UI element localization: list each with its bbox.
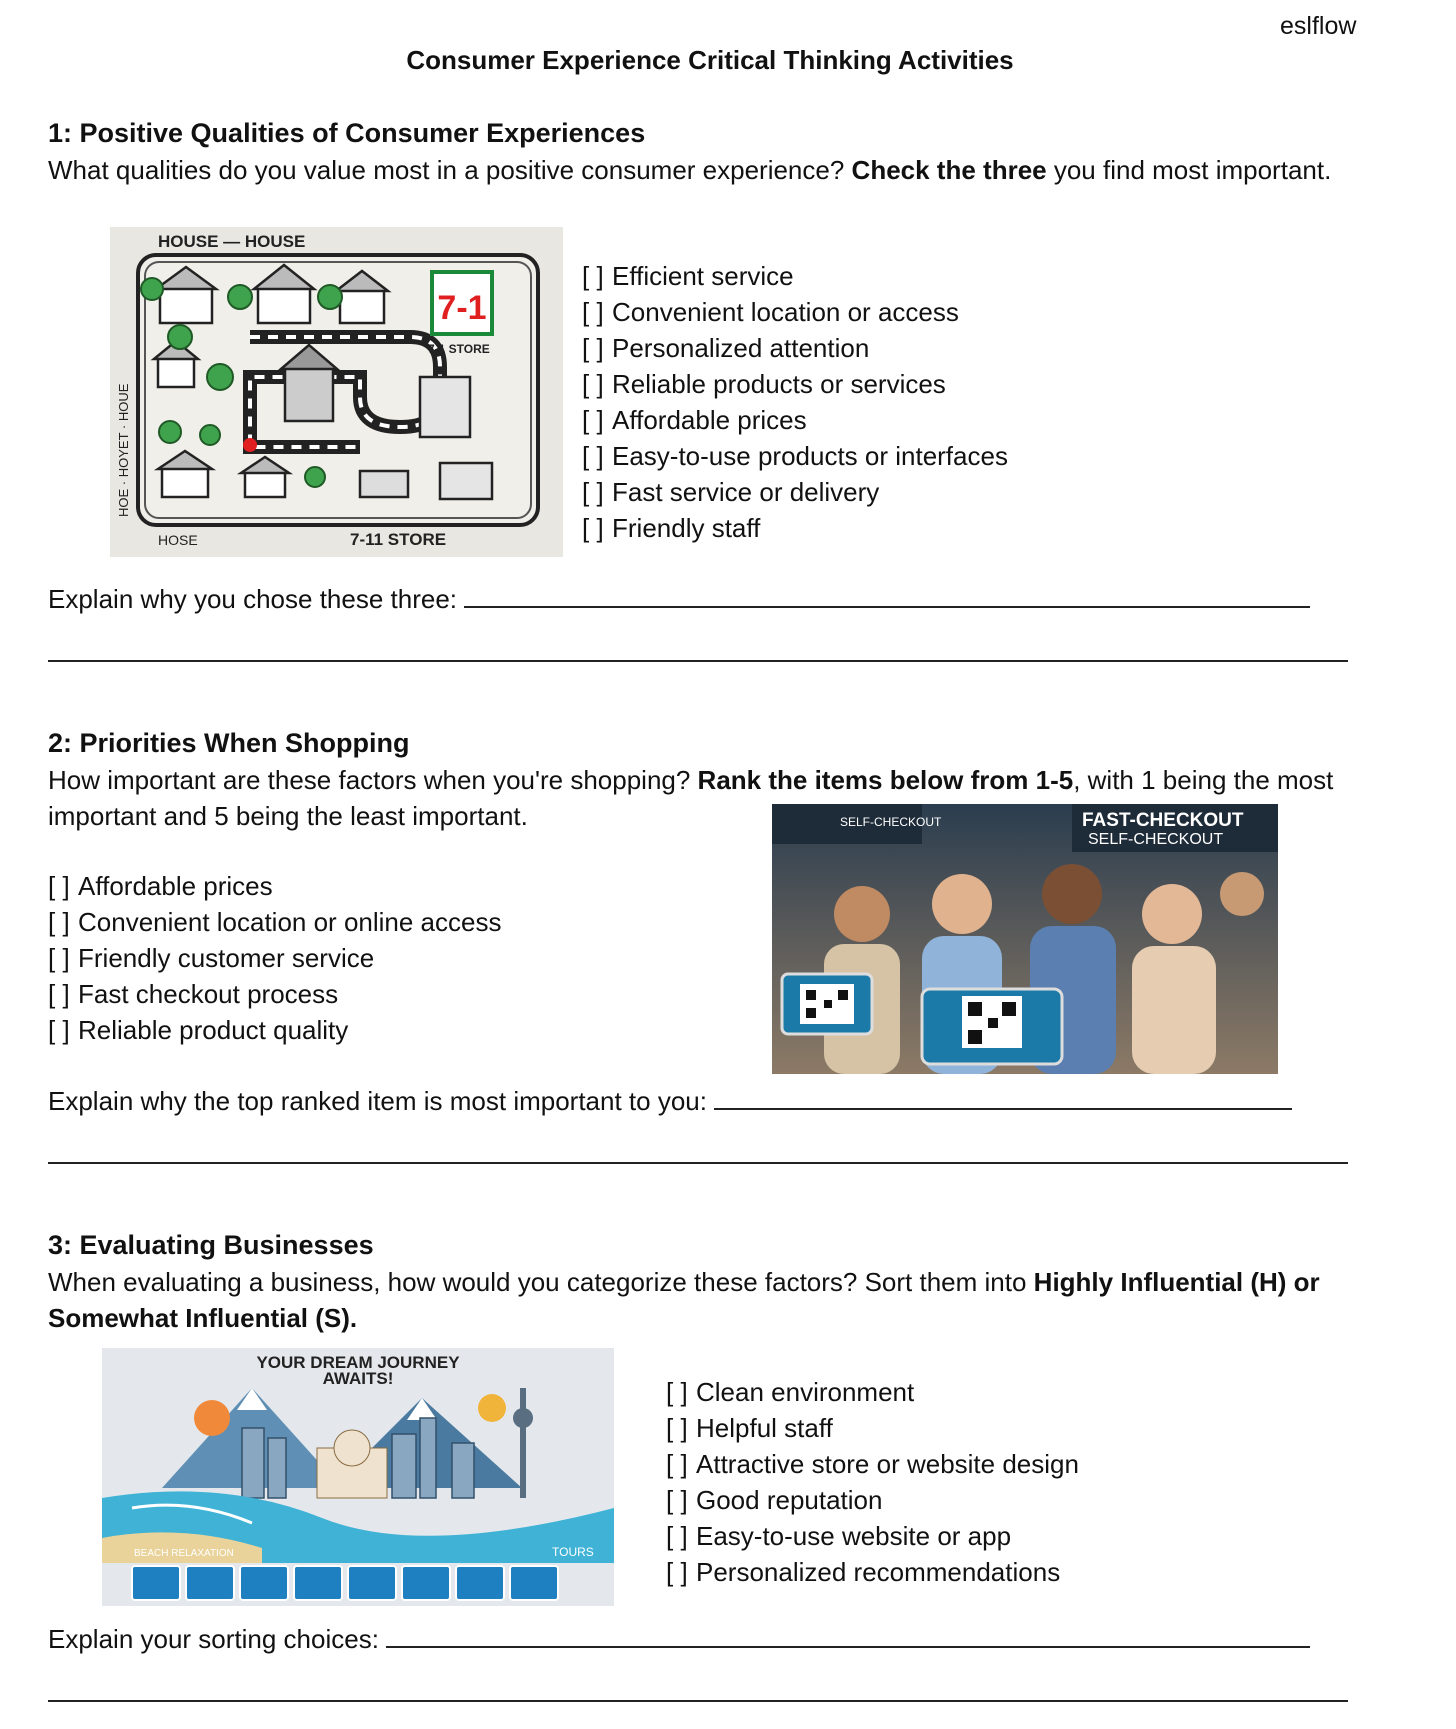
checklist-item[interactable]: [ ] Convenient location or access — [582, 294, 1008, 330]
section3-explain — [48, 1624, 1310, 1655]
brand-label: eslflow — [1280, 12, 1357, 40]
checklist-item[interactable]: [ ] Reliable products or services — [582, 366, 1008, 402]
section2-prompt-text-end: , with 1 being the most important and 5 being the least important. — [48, 765, 1334, 831]
checklist-item[interactable]: [ ] Fast service or delivery — [582, 474, 1008, 510]
checkbox[interactable]: [ ] — [582, 405, 604, 435]
section1-answer-line[interactable] — [464, 584, 1310, 608]
sort-item[interactable]: [ ] Helpful staff — [666, 1410, 1079, 1446]
section3-explain-label: Explain your sorting choices: — [48, 1624, 379, 1654]
checkbox[interactable]: [ ] — [582, 441, 604, 471]
section1-prompt-text-end: you find most important. — [1046, 155, 1332, 185]
section3-answer-line-2[interactable] — [48, 1700, 1348, 1702]
store-logo-text: 7-1 — [437, 289, 487, 327]
section2-ranklist — [48, 868, 501, 1048]
section3-answer-line[interactable] — [386, 1624, 1310, 1648]
section2-explain — [48, 1086, 1292, 1117]
photo-sign-self: SELF-CHECKOUT — [1088, 831, 1224, 848]
sort-item[interactable]: [ ] Clean environment — [666, 1374, 1079, 1410]
sort-box[interactable]: [ ] — [666, 1449, 688, 1479]
section2-answer-line[interactable] — [714, 1086, 1292, 1110]
checkbox[interactable]: [ ] — [582, 261, 604, 291]
map-side-label: HOE · HOYET · HOUE — [116, 383, 131, 517]
sort-box[interactable]: [ ] — [666, 1485, 688, 1515]
rank-item[interactable]: [ ] Affordable prices — [48, 868, 501, 904]
section1-prompt — [48, 152, 1348, 188]
map-bottom-left-label: HOSE — [158, 532, 198, 548]
checkbox[interactable]: [ ] — [582, 369, 604, 399]
rank-item[interactable]: [ ] Fast checkout process — [48, 976, 501, 1012]
sort-item[interactable]: [ ] Good reputation — [666, 1482, 1079, 1518]
checklist-item[interactable]: [ ] Personalized attention — [582, 330, 1008, 366]
rank-box[interactable]: [ ] — [48, 943, 70, 973]
section1-explain-label: Explain why you chose these three: — [48, 584, 458, 614]
checkout-photo — [772, 804, 1278, 1074]
checkbox[interactable]: [ ] — [582, 513, 604, 543]
map-top-label: HOUSE — HOUSE — [158, 232, 306, 251]
checklist-item[interactable]: [ ] Affordable prices — [582, 402, 1008, 438]
neighborhood-map-image — [110, 227, 563, 557]
sort-box[interactable]: [ ] — [666, 1521, 688, 1551]
poster-headline-2: AWAITS! — [322, 1369, 394, 1388]
section2-explain-label: Explain why the top ranked item is most important to you: — [48, 1086, 707, 1116]
section1-prompt-text: What qualities do you value most in a positive consumer experience? — [48, 155, 852, 185]
rank-item[interactable]: [ ] Convenient location or online access — [48, 904, 501, 940]
rank-box[interactable]: [ ] — [48, 979, 70, 1009]
checkbox[interactable]: [ ] — [582, 477, 604, 507]
section2-heading: 2: Priorities When Shopping — [48, 728, 410, 758]
travel-poster-image — [102, 1348, 614, 1606]
photo-sign-small: SELF-CHECKOUT — [840, 815, 942, 829]
checklist-item[interactable]: [ ] Friendly staff — [582, 510, 1008, 546]
section1-explain — [48, 584, 1310, 615]
section1-checklist — [582, 258, 1008, 546]
section1-answer-line-2[interactable] — [48, 660, 1348, 662]
page-title: Consumer Experience Critical Thinking Activities — [406, 45, 1014, 75]
sort-box[interactable]: [ ] — [666, 1413, 688, 1443]
section2-answer-line-2[interactable] — [48, 1162, 1348, 1164]
map-store-label: 7-1 STORE — [428, 342, 490, 356]
rank-item[interactable]: [ ] Friendly customer service — [48, 940, 501, 976]
section3-sortlist — [666, 1374, 1079, 1590]
checkbox[interactable]: [ ] — [582, 333, 604, 363]
section2-prompt-bold: Rank the items below from 1-5 — [697, 765, 1074, 795]
section3-prompt-bold: Highly Influential (H) or Somewhat Influential (S). — [48, 1267, 1320, 1333]
section2-prompt-text: How important are these factors when you're shopping? — [48, 765, 698, 795]
checkbox[interactable]: [ ] — [582, 297, 604, 327]
poster-left-tag: BEACH RELAXATION — [134, 1548, 234, 1559]
section3-prompt-text: When evaluating a business, how would you categorize these factors? Sort them into — [48, 1267, 1034, 1297]
section1-prompt-bold: Check the three — [851, 155, 1047, 185]
sort-item[interactable]: [ ] Easy-to-use website or app — [666, 1518, 1079, 1554]
map-bottom-store-label: 7-11 STORE — [350, 530, 447, 549]
poster-right-tag: TOURS — [552, 1545, 594, 1559]
rank-box[interactable]: [ ] — [48, 871, 70, 901]
section1-heading: 1: Positive Qualities of Consumer Experiences — [48, 118, 646, 148]
poster-headline-1: YOUR DREAM JOURNEY — [256, 1353, 460, 1372]
rank-box[interactable]: [ ] — [48, 907, 70, 937]
checklist-item[interactable]: [ ] Easy-to-use products or interfaces — [582, 438, 1008, 474]
sort-item[interactable]: [ ] Personalized recommendations — [666, 1554, 1079, 1590]
sort-box[interactable]: [ ] — [666, 1557, 688, 1587]
section3-prompt — [48, 1264, 1348, 1336]
section3-heading: 3: Evaluating Businesses — [48, 1230, 374, 1260]
sort-box[interactable]: [ ] — [666, 1377, 688, 1407]
sort-item[interactable]: [ ] Attractive store or website design — [666, 1446, 1079, 1482]
rank-box[interactable]: [ ] — [48, 1015, 70, 1045]
rank-item[interactable]: [ ] Reliable product quality — [48, 1012, 501, 1048]
photo-sign-fast: FAST-CHECKOUT — [1082, 810, 1244, 831]
checklist-item[interactable]: [ ] Efficient service — [582, 258, 1008, 294]
